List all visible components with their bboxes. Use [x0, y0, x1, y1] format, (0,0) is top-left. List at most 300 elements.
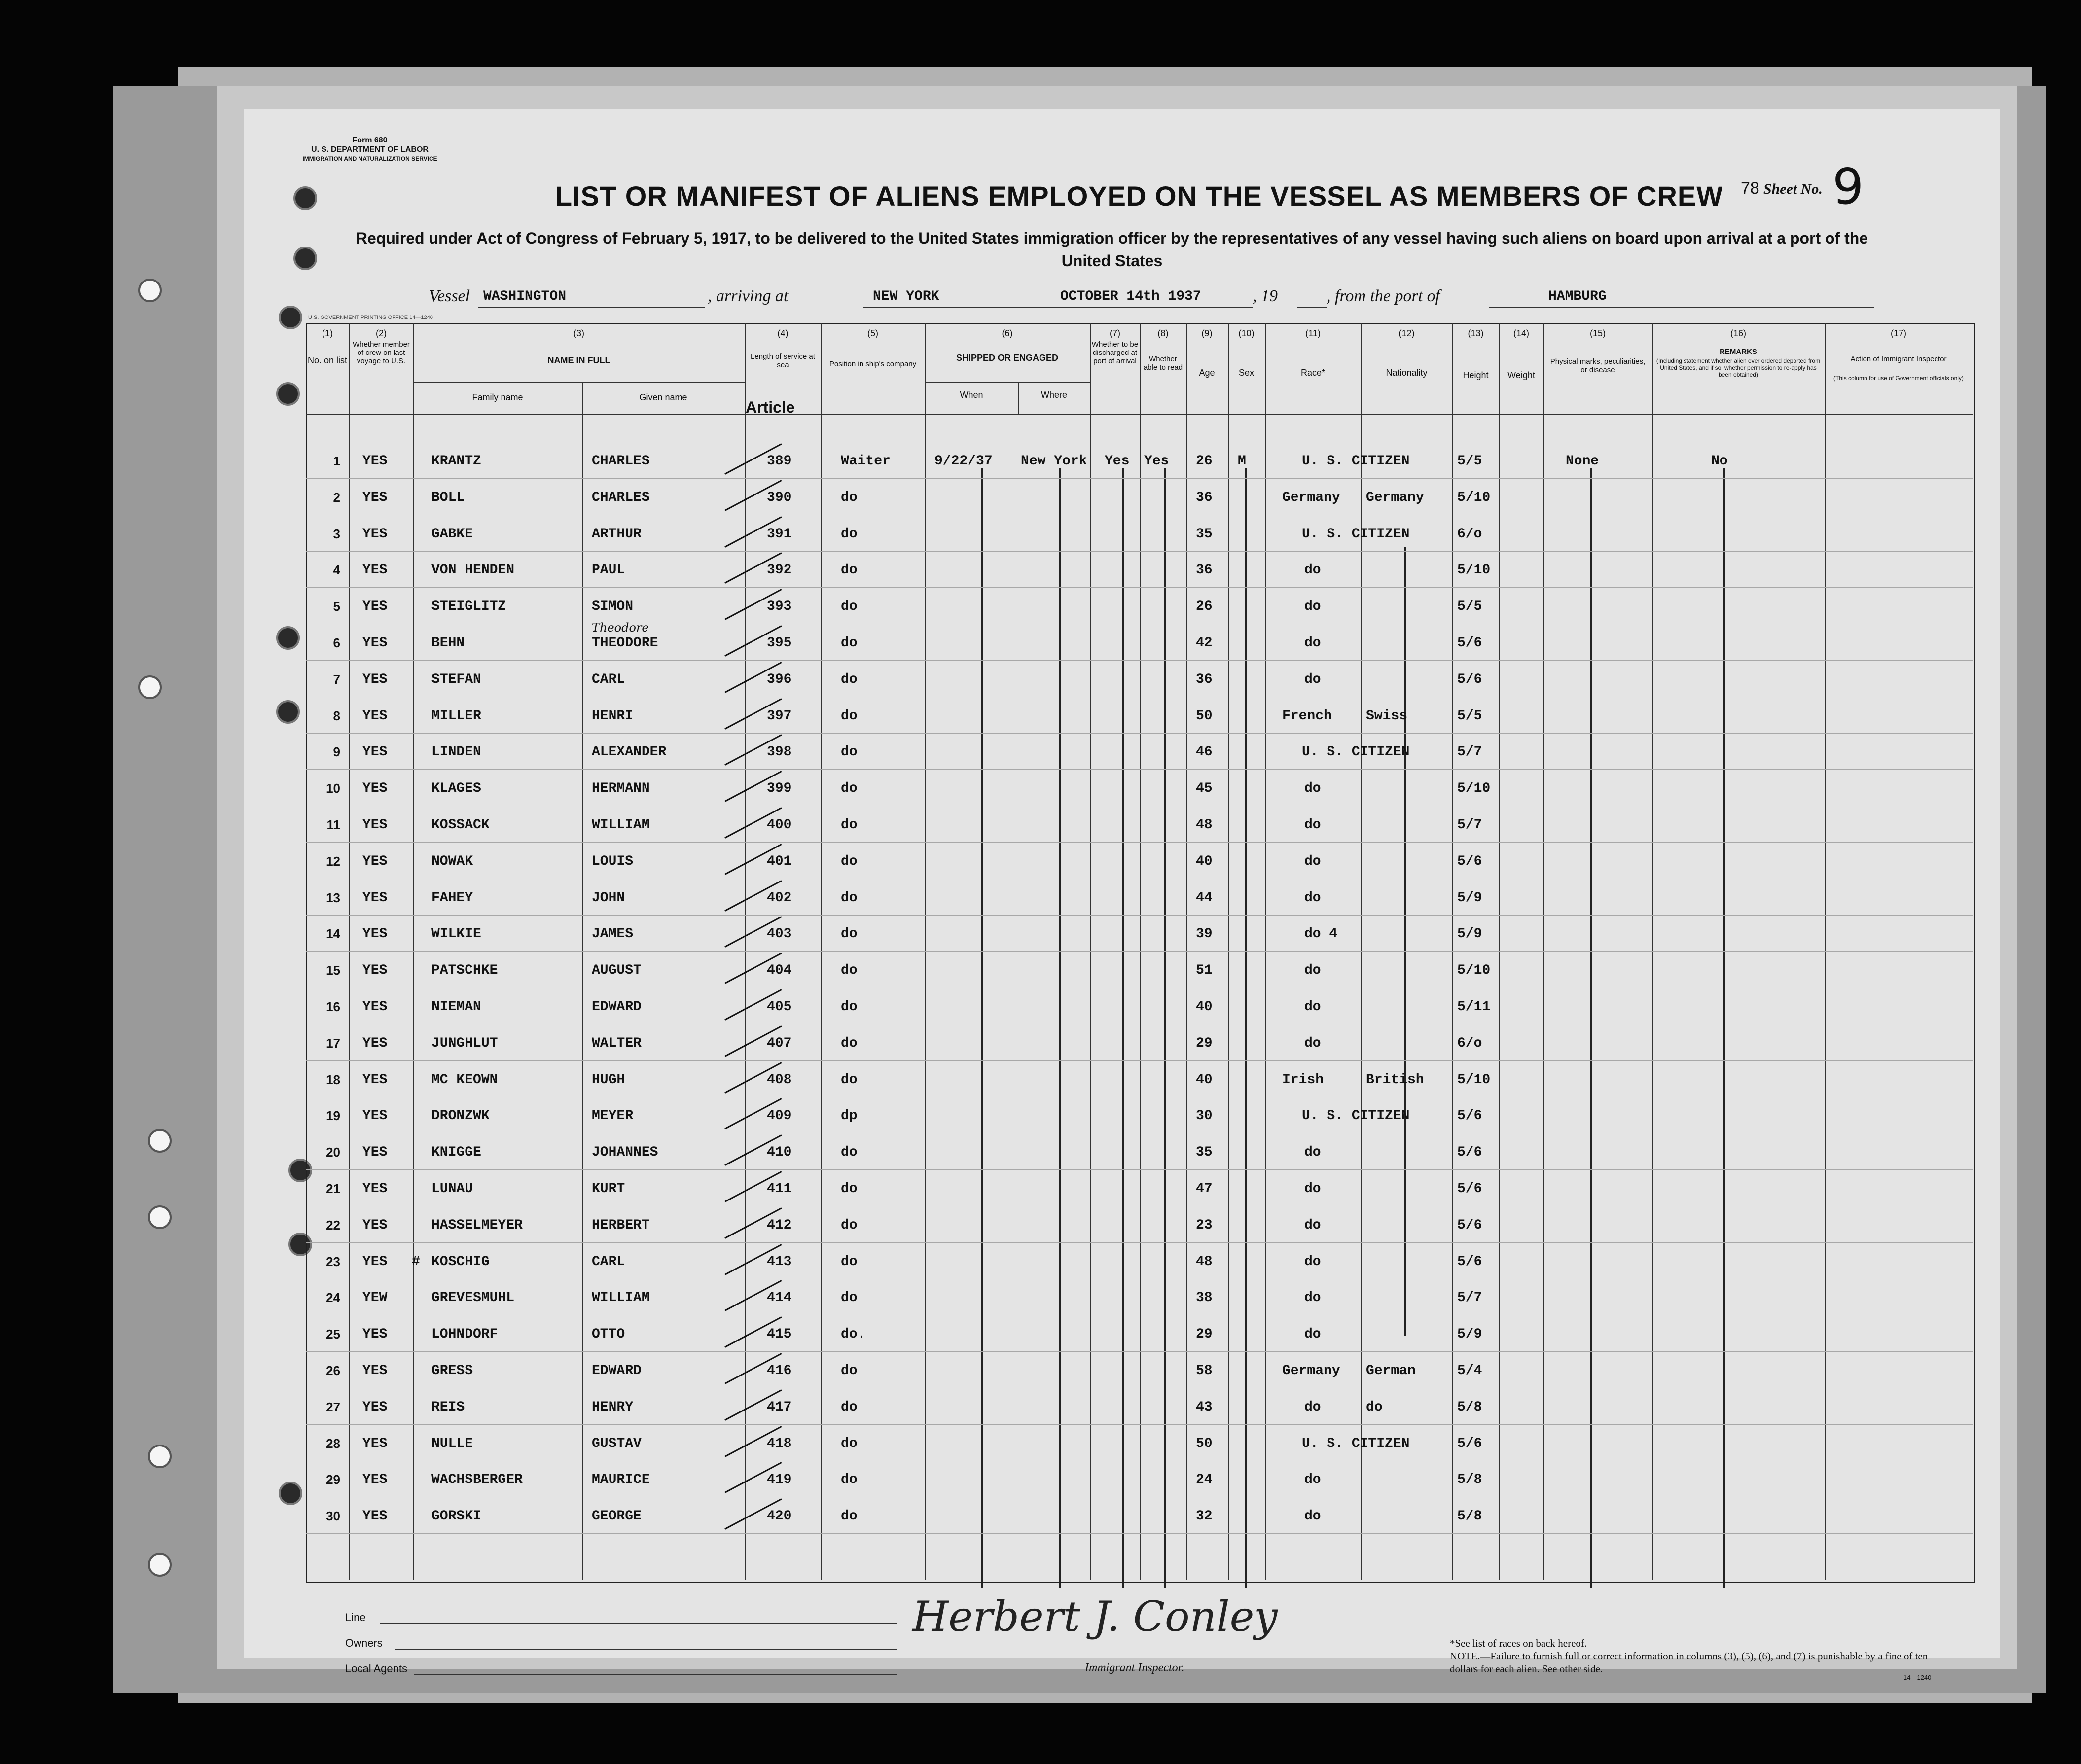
position-cell: do	[841, 926, 858, 942]
article-cell: 390	[767, 490, 792, 505]
prev-cell: YES	[362, 454, 388, 469]
inspector-signature: Herbert J. Conley	[912, 1592, 1278, 1641]
prev-cell: YES	[362, 1472, 388, 1487]
binder-hole-icon	[276, 700, 300, 724]
height-cell: 5/10	[1457, 781, 1491, 796]
position-cell: do	[841, 999, 858, 1015]
age-cell: 40	[1196, 1072, 1213, 1088]
col-5-number: (5)	[867, 328, 878, 338]
height-cell: 5/5	[1457, 599, 1482, 614]
age-cell: 36	[1196, 490, 1213, 505]
age-cell: 48	[1196, 817, 1213, 833]
height-cell: 5/9	[1457, 926, 1482, 942]
family-cell: GORSKI	[431, 1509, 481, 1524]
col-13-number: (13)	[1468, 328, 1484, 338]
race-cell: U. S. CITIZEN	[1302, 744, 1410, 760]
prev-cell: YES	[362, 1363, 388, 1378]
given-cell: CHARLES	[592, 490, 650, 505]
height-cell: 5/6	[1457, 1145, 1482, 1160]
given-cell: JAMES	[592, 926, 634, 942]
row-number: 1	[333, 454, 340, 468]
height-cell: 5/6	[1457, 635, 1482, 651]
col-16-note: (Including statement whether alien ever ordered deported from United States, and if so, whether permission to re-apply has been obtained)	[1656, 357, 1821, 378]
height-cell: 5/9	[1457, 890, 1482, 906]
given-cell: PAUL	[592, 563, 625, 578]
row-number: 6	[333, 635, 340, 650]
position-cell: do	[841, 1509, 858, 1524]
local-agents-label: Local Agents	[345, 1662, 407, 1675]
from-port-label: , from the port of	[1327, 287, 1440, 305]
departure-port: HAMBURG	[1548, 289, 1607, 304]
given-cell: WILLIAM	[592, 1290, 650, 1305]
remarks-value: No	[1711, 454, 1728, 469]
family-cell: DRONZWK	[431, 1108, 490, 1124]
given-cell: WILLIAM	[592, 817, 650, 833]
article-cell: 401	[767, 854, 792, 869]
height-cell: 5/10	[1457, 563, 1491, 578]
row-number: 19	[326, 1108, 340, 1123]
given-cell: CARL	[592, 672, 625, 687]
form-number: Form 680	[352, 136, 388, 144]
age-cell: 44	[1196, 890, 1213, 906]
age-cell: 35	[1196, 527, 1213, 542]
col-6-number: (6)	[1002, 328, 1013, 338]
nationality-cell: do	[1366, 1400, 1383, 1415]
page-title: LIST OR MANIFEST OF ALIENS EMPLOYED ON THE VESSEL AS MEMBERS OF CREW	[555, 180, 1723, 212]
row-number: 27	[326, 1400, 340, 1414]
family-cell: BEHN	[431, 635, 465, 651]
prev-cell: YES	[362, 490, 388, 505]
age-cell: 42	[1196, 635, 1213, 651]
vessel-label: Vessel	[429, 287, 470, 305]
nationality-cell: Swiss	[1366, 708, 1408, 724]
col-8-number: (8)	[1157, 328, 1169, 338]
row-number: 2	[333, 490, 340, 505]
prev-cell: YEW	[362, 1290, 388, 1305]
article-cell: 410	[767, 1145, 792, 1160]
prev-cell: YES	[362, 890, 388, 906]
row-number: 13	[326, 890, 340, 905]
height-cell: 5/7	[1457, 1290, 1482, 1305]
col-3b-header: Given name	[639, 392, 687, 402]
footer-notes	[1450, 1637, 1943, 1675]
family-cell: BOLL	[431, 490, 465, 505]
position-cell: do	[841, 635, 858, 651]
col-2-number: (2)	[376, 328, 387, 338]
family-cell: FAHEY	[431, 890, 473, 906]
article-cell: 395	[767, 635, 792, 651]
arrival-date: OCTOBER 14th 1937	[1060, 289, 1201, 304]
row-number: 12	[326, 854, 340, 869]
row-number: 16	[326, 999, 340, 1014]
shipped-when: 9/22/37	[934, 454, 993, 469]
prev-cell: YES	[362, 635, 388, 651]
article-cell: 400	[767, 817, 792, 833]
family-cell: LOHNDORF	[431, 1327, 498, 1342]
nationality-cell: Germany	[1366, 490, 1424, 505]
height-cell: 5/4	[1457, 1363, 1482, 1378]
position-cell: do	[841, 672, 858, 687]
height-cell: 5/8	[1457, 1509, 1482, 1524]
col-16-header: REMARKS	[1720, 348, 1757, 356]
col-3-number: (3)	[574, 328, 584, 338]
prev-cell: YES	[362, 563, 388, 578]
col-10-number: (10)	[1238, 328, 1255, 338]
race-cell: do	[1304, 963, 1321, 978]
given-cell: GUSTAV	[592, 1436, 642, 1451]
col-6-header: SHIPPED OR ENGAGED	[956, 353, 1059, 363]
position-cell: do	[841, 744, 858, 760]
col-14-number: (14)	[1513, 328, 1529, 338]
race-cell: do	[1304, 1254, 1321, 1270]
col-3a-header: Family name	[472, 392, 523, 402]
article-cell: 398	[767, 744, 792, 760]
line-label: Line	[345, 1611, 366, 1623]
col-16-number: (16)	[1730, 328, 1746, 338]
position-cell: do	[841, 527, 858, 542]
given-cell: CARL	[592, 1254, 625, 1270]
row-number: 21	[326, 1181, 340, 1196]
position-cell: do	[841, 781, 858, 796]
age-cell: 46	[1196, 744, 1213, 760]
prev-cell: YES	[362, 1400, 388, 1415]
given-cell: HERMANN	[592, 781, 650, 796]
col-7-number: (7)	[1110, 328, 1120, 338]
given-cell: THEODORE	[592, 635, 658, 651]
family-cell: MILLER	[431, 708, 481, 724]
family-cell: GREVESMUHL	[431, 1290, 515, 1305]
age-cell: 29	[1196, 1327, 1213, 1342]
race-cell: do	[1304, 635, 1321, 651]
race-cell: do	[1304, 1400, 1321, 1415]
given-cell: MAURICE	[592, 1472, 650, 1487]
col-1-header: No. on list	[307, 355, 348, 365]
given-cell: GEORGE	[592, 1509, 642, 1524]
height-cell: 5/6	[1457, 1108, 1482, 1124]
height-cell: 5/11	[1457, 999, 1491, 1015]
col-9-number: (9)	[1201, 328, 1213, 338]
page-subtitle: Required under Act of Congress of February 5, 1917, to be delivered to the United States immigration officer by the representatives of any vessel having such aliens on board upon arrival at a port of the United States	[356, 229, 1868, 270]
race-cell: do 4	[1304, 926, 1338, 942]
sheet-number	[1741, 158, 1864, 215]
binder-hole-icon	[138, 675, 162, 699]
year-label: , 19	[1253, 287, 1278, 305]
col-3-header: NAME IN FULL	[547, 355, 610, 365]
position-cell: do	[841, 1218, 858, 1233]
position-cell: do	[841, 963, 858, 978]
position-cell: do	[841, 1072, 858, 1088]
position-cell: do	[841, 1363, 858, 1378]
age-cell: 26	[1196, 454, 1213, 469]
height-cell: 6/o	[1457, 1036, 1482, 1051]
arriving-label: , arriving at	[708, 287, 789, 305]
race-cell: Irish	[1282, 1072, 1324, 1088]
article-cell: 391	[767, 527, 792, 542]
position-cell: do	[841, 1400, 858, 1415]
prev-cell: YES	[362, 963, 388, 978]
race-cell: do	[1304, 672, 1321, 687]
age-cell: 30	[1196, 1108, 1213, 1124]
age-cell: 50	[1196, 708, 1213, 724]
row-number: 18	[326, 1072, 340, 1087]
family-cell: KRANTZ	[431, 454, 481, 469]
race-cell: Germany	[1282, 1363, 1340, 1378]
prev-cell: YES	[362, 1327, 388, 1342]
row-number: 15	[326, 963, 340, 978]
nationality-cell: German	[1366, 1363, 1416, 1378]
prev-cell: YES	[362, 1108, 388, 1124]
age-cell: 32	[1196, 1509, 1213, 1524]
col-4-number: (4)	[777, 328, 789, 338]
position-cell: do	[841, 890, 858, 906]
row-number: 29	[326, 1472, 340, 1487]
row-number: 3	[333, 527, 340, 541]
prev-cell: YES	[362, 1218, 388, 1233]
age-cell: 29	[1196, 1036, 1213, 1051]
race-cell: do	[1304, 1472, 1321, 1487]
race-cell: French	[1282, 708, 1332, 724]
height-cell: 5/6	[1457, 1436, 1482, 1451]
col-14-header: Weight	[1507, 370, 1535, 380]
race-cell: U. S. CITIZEN	[1302, 1436, 1410, 1451]
col-17-header: Action of Immigrant Inspector	[1850, 355, 1947, 363]
physical-marks: None	[1566, 454, 1599, 469]
family-cell: WACHSBERGER	[431, 1472, 523, 1487]
given-cell: HENRI	[592, 708, 634, 724]
given-cell: CHARLES	[592, 454, 650, 469]
prev-cell: YES	[362, 854, 388, 869]
article-cell: 419	[767, 1472, 792, 1487]
prev-cell: YES	[362, 781, 388, 796]
race-cell: U. S. CITIZEN	[1302, 527, 1410, 542]
col-12-number: (12)	[1399, 328, 1415, 338]
binder-hole-icon	[279, 306, 302, 329]
article-cell: 393	[767, 599, 792, 614]
printer-line: U.S. GOVERNMENT PRINTING OFFICE 14—1240	[308, 315, 433, 320]
article-cell: 408	[767, 1072, 792, 1088]
prev-cell: YES	[362, 1436, 388, 1451]
binder-hole-icon	[138, 279, 162, 302]
family-cell: HASSELMEYER	[431, 1218, 523, 1233]
given-cell: ALEXANDER	[592, 744, 667, 760]
races-note: *See list of races on back hereof.	[1450, 1637, 1587, 1649]
age-cell: 48	[1196, 1254, 1213, 1270]
race-cell: U. S. CITIZEN	[1302, 1108, 1410, 1124]
given-cell: JOHANNES	[592, 1145, 658, 1160]
article-label: Article	[746, 398, 795, 416]
height-cell: 5/10	[1457, 490, 1491, 505]
race-cell: do	[1304, 817, 1321, 833]
col-1-number: (1)	[322, 328, 333, 338]
given-cell: JOHN	[592, 890, 625, 906]
given-cell: HERBERT	[592, 1218, 650, 1233]
col-2-header: Whether member of crew on last voyage to U.S.	[353, 340, 410, 365]
nationality-cell: British	[1366, 1072, 1424, 1088]
family-cell: GABKE	[431, 527, 473, 542]
row-number: 8	[333, 708, 340, 723]
col-17-number: (17)	[1890, 328, 1906, 338]
prev-cell: YES	[362, 527, 388, 542]
height-cell: 5/5	[1457, 454, 1482, 469]
height-cell: 5/5	[1457, 708, 1482, 724]
height-cell: 5/6	[1457, 1218, 1482, 1233]
row-number: 11	[326, 817, 340, 832]
col-9-header: Age	[1199, 368, 1215, 378]
prev-cell: YES	[362, 1509, 388, 1524]
family-cell: NULLE	[431, 1436, 473, 1451]
sheet-number-label: Sheet No.	[1763, 181, 1823, 197]
col-6b-header: Where	[1040, 390, 1067, 400]
prev-cell: YES	[362, 1181, 388, 1197]
given-cell: AUGUST	[592, 963, 642, 978]
row-number: 5	[333, 599, 340, 614]
row-number: 30	[326, 1509, 340, 1523]
age-cell: 24	[1196, 1472, 1213, 1487]
family-cell: STEIGLITZ	[431, 599, 506, 614]
arrival-port: NEW YORK	[873, 289, 939, 304]
article-cell: 413	[767, 1254, 792, 1270]
given-cell: EDWARD	[592, 999, 642, 1015]
position-cell: do	[841, 490, 858, 505]
race-cell: U. S. CITIZEN	[1302, 454, 1410, 469]
age-cell: 40	[1196, 999, 1213, 1015]
row-number: 24	[326, 1290, 340, 1305]
sheet-number-value: 9	[1832, 158, 1864, 215]
row-prefix: #	[412, 1254, 420, 1270]
binder-hole-icon	[293, 247, 317, 270]
prev-cell: YES	[362, 744, 388, 760]
col-12-header: Nationality	[1386, 368, 1428, 378]
able-to-read: Yes	[1144, 454, 1169, 469]
article-cell: 403	[767, 926, 792, 942]
article-cell: 415	[767, 1327, 792, 1342]
prev-cell: YES	[362, 1036, 388, 1051]
vessel-line	[429, 287, 2007, 312]
row-number: 4	[333, 563, 340, 577]
age-cell: 45	[1196, 781, 1213, 796]
article-cell: 392	[767, 563, 792, 578]
race-cell: Germany	[1282, 490, 1340, 505]
family-cell: KNIGGE	[431, 1145, 481, 1160]
race-cell: do	[1304, 1218, 1321, 1233]
position-cell: Waiter	[841, 454, 891, 469]
article-cell: 389	[767, 454, 792, 469]
age-cell: 51	[1196, 963, 1213, 978]
binder-hole-icon	[276, 626, 300, 650]
age-cell: 36	[1196, 563, 1213, 578]
article-cell: 404	[767, 963, 792, 978]
col-5-header: Position in ship's company	[829, 360, 917, 368]
row-number: 23	[326, 1254, 340, 1269]
family-cell: STEFAN	[431, 672, 481, 687]
position-cell: do	[841, 1181, 858, 1197]
height-cell: 5/10	[1457, 963, 1491, 978]
age-cell: 50	[1196, 1436, 1213, 1451]
position-cell: dp	[841, 1108, 858, 1124]
prev-cell: YES	[362, 1072, 388, 1088]
article-cell: 416	[767, 1363, 792, 1378]
height-cell: 5/7	[1457, 744, 1482, 760]
family-cell: PATSCHKE	[431, 963, 498, 978]
form-code: 14—1240	[1903, 1674, 1932, 1681]
race-cell: do	[1304, 1327, 1321, 1342]
height-cell: 5/7	[1457, 817, 1482, 833]
prev-cell: YES	[362, 708, 388, 724]
col-8-header: Whether able to read	[1143, 355, 1183, 372]
article-cell: 420	[767, 1509, 792, 1524]
binder-hole-icon	[276, 382, 300, 406]
col-4-header: Length of service at sea	[751, 353, 815, 369]
prev-cell: YES	[362, 1145, 388, 1160]
col-17-note: (This column for use of Government officials only)	[1833, 375, 1964, 382]
position-cell: do	[841, 599, 858, 614]
row-number: 14	[326, 926, 340, 941]
family-cell: KOSSACK	[431, 817, 490, 833]
article-cell: 417	[767, 1400, 792, 1415]
to-be-discharged: Yes	[1105, 454, 1130, 469]
position-cell: do	[841, 1290, 858, 1305]
race-cell: do	[1304, 1145, 1321, 1160]
inspector-label: Immigrant Inspector.	[1085, 1661, 1184, 1674]
binder-hole-icon	[148, 1205, 172, 1229]
position-cell: do	[841, 854, 858, 869]
position-cell: do	[841, 1436, 858, 1451]
article-cell: 409	[767, 1108, 792, 1124]
row-number: 7	[333, 672, 340, 687]
race-cell: do	[1304, 1036, 1321, 1051]
age-cell: 36	[1196, 672, 1213, 687]
position-cell: do	[841, 708, 858, 724]
binder-hole-icon	[148, 1129, 172, 1153]
col-10-header: Sex	[1238, 368, 1255, 378]
row-number: 28	[326, 1436, 340, 1451]
age-cell: 38	[1196, 1290, 1213, 1305]
prev-cell: YES	[362, 599, 388, 614]
prev-cell: YES	[362, 926, 388, 942]
binder-hole-icon	[148, 1445, 172, 1468]
vessel-name: WASHINGTON	[483, 289, 567, 304]
position-cell: do	[841, 1145, 858, 1160]
height-cell: 5/6	[1457, 1254, 1482, 1270]
given-cell: ARTHUR	[592, 527, 642, 542]
col-11-number: (11)	[1305, 328, 1321, 338]
row-number: 17	[326, 1036, 340, 1051]
position-cell: do	[841, 1254, 858, 1270]
binder-hole-icon	[148, 1553, 172, 1577]
sex-value: M	[1238, 454, 1246, 469]
race-cell: do	[1304, 999, 1321, 1015]
family-cell: LUNAU	[431, 1181, 473, 1197]
family-cell: KLAGES	[431, 781, 481, 796]
col-13-header: Height	[1463, 370, 1489, 380]
age-cell: 26	[1196, 599, 1213, 614]
binder-hole-icon	[279, 1482, 302, 1505]
given-cell: EDWARD	[592, 1363, 642, 1378]
race-cell: do	[1304, 1181, 1321, 1197]
position-cell: do	[841, 563, 858, 578]
race-cell: do	[1304, 1509, 1321, 1524]
given-cell: LOUIS	[592, 854, 634, 869]
age-cell: 39	[1196, 926, 1213, 942]
article-cell: 414	[767, 1290, 792, 1305]
age-cell: 23	[1196, 1218, 1213, 1233]
family-cell: KOSCHIG	[431, 1254, 490, 1270]
col-6a-header: When	[960, 390, 983, 400]
prev-cell: YES	[362, 817, 388, 833]
family-cell: GRESS	[431, 1363, 473, 1378]
family-cell: NOWAK	[431, 854, 473, 869]
family-cell: MC KEOWN	[431, 1072, 498, 1088]
